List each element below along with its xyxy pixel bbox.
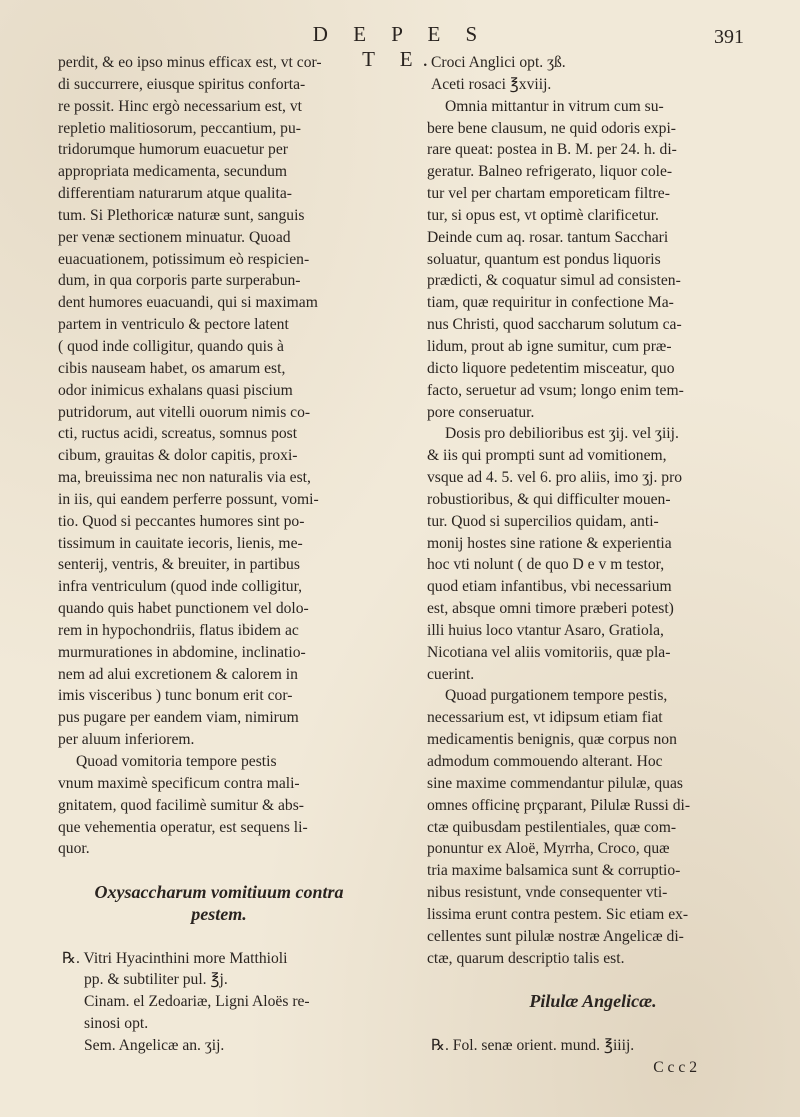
- left-text-line: nem ad alui excretionem & calorem in: [58, 665, 298, 683]
- left-text-line: gnitatem, quod facilimè sumitur & abs-: [58, 796, 304, 814]
- right-text-line: facto, seruetur ad vsum; longo enim tem-: [427, 381, 684, 399]
- right-text-line: hoc vti nolunt ( de quo D e v m testor,: [427, 556, 665, 574]
- left-text-line: appropriata medicamenta, secundum: [58, 163, 288, 181]
- right-text-line: robustioribus, & qui difficulter mouen-: [427, 490, 671, 508]
- right-text-line: ctæ quibusdam pestilentiales, quæ com-: [427, 818, 677, 836]
- right-text-line: Aceti rosaci ℥xviij.: [431, 75, 552, 93]
- left-text-line: repletio malitiosorum, peccantium, pu-: [58, 119, 301, 137]
- left-text-line: pestem.: [191, 903, 247, 924]
- left-text-line: ma, breuissima nec non naturalis via est,: [58, 469, 311, 487]
- right-text-line: lissima erunt contra pestem. Sic etiam ex-: [427, 905, 689, 923]
- left-text-line: quor.: [58, 840, 90, 858]
- left-text-line: per venæ sectionem minuatur. Quoad: [58, 228, 291, 246]
- left-text-line: imis visceribus ) tunc bonum erit cor-: [58, 687, 293, 705]
- right-text-line: [427, 969, 759, 991]
- left-text-line: infra ventriculum (quod inde colligitur,: [58, 578, 303, 596]
- right-text-line: rare queat: postea in B. M. per 24. h. di-: [427, 141, 677, 159]
- left-text-line: dent humores euacuandi, qui si maximam: [58, 294, 318, 312]
- running-head: D E P E S T E.: [312, 22, 488, 71]
- left-text-line: putridorum, aut vitelli ouorum nimis co-: [58, 403, 311, 421]
- right-text-line: Quoad purgationem tempore pestis,: [445, 687, 668, 705]
- right-text-line: tur, si opus est, vt optimè clarificetur.: [427, 206, 659, 224]
- left-text-line: Oxysaccharum vomitiuum contra: [94, 882, 344, 903]
- left-text-line: perdit, & eo ipso minus efficax est, vt cor-: [58, 54, 322, 71]
- left-text-line: [58, 860, 380, 882]
- left-text-line: tio. Quod si peccantes humores sint po-: [58, 512, 305, 530]
- left-text-line: partem in ventriculo & pectore latent: [58, 316, 289, 334]
- right-text-line: pore conseruatur.: [427, 403, 535, 421]
- right-text-line: ctæ, quarum descriptio talis est.: [427, 949, 625, 967]
- left-text-line: re possit. Hinc ergò necessarium est, vt: [58, 97, 302, 115]
- left-text-line: rem in hypochondriis, flatus ibidem ac: [58, 621, 299, 639]
- left-text-line: senterij, ventris, & breuiter, in partibus: [58, 556, 300, 574]
- right-text-line: vsque ad 4. 5. vel 6. pro aliis, imo ʒj. pro: [427, 469, 683, 487]
- left-text-line: per aluum inferiorem.: [58, 731, 195, 749]
- left-text-line: cibum, grauitas & dolor capitis, proxi-: [58, 447, 298, 465]
- left-text-line: que vehementia operatur, est sequens li-: [58, 818, 308, 836]
- left-text-line: di succurrere, eiusque spiritus conforta-: [58, 75, 306, 93]
- left-text-line: differentiam naturarum atque qualita-: [58, 185, 292, 203]
- right-text-line: Nicotiana vel aliis vomitoriis, quæ pla-: [427, 643, 671, 661]
- right-text-line: necessarium est, vt idipsum etiam fiat: [427, 709, 663, 727]
- right-text-line: & iis qui prompti sunt ad vomitionem,: [427, 447, 667, 465]
- right-text-line: Dosis pro debilioribus est ʒij. vel ʒiij.: [445, 425, 679, 443]
- right-text-line: soluatur, quantum est pondus liquoris: [427, 250, 661, 268]
- right-text-line: Omnia mittantur in vitrum cum su-: [445, 97, 664, 115]
- left-text-line: odor inimicus exhalans quasi piscium: [58, 381, 293, 399]
- left-text-line: euacuationem, potissimum eò respicien-: [58, 250, 310, 268]
- right-text-line: tur. Quod si supercilios quidam, anti-: [427, 512, 659, 530]
- right-text-line: nibus resistunt, vnde consequenter vti-: [427, 884, 668, 902]
- right-text-line: cuerint.: [427, 665, 475, 683]
- left-text-line: murmurationes in abdomine, inclinatio-: [58, 643, 306, 661]
- left-text-line: quando quis habet punctionem vel dolo-: [58, 600, 309, 618]
- left-text-line: [58, 926, 380, 948]
- left-text-line: cibis nauseam habet, os amarum est,: [58, 359, 286, 377]
- left-text-line: pus pugare per eandem viam, nimirum: [58, 709, 299, 727]
- left-text-line: pp. & subtiliter pul. ℥j.: [84, 971, 228, 989]
- left-text-line: in iis, qui eandem perferre possunt, vomi-: [58, 490, 319, 508]
- right-text-line: admodum commouendo alterant. Hoc: [427, 753, 663, 770]
- right-text-line: tur vel per chartam emporeticam filtre-: [427, 185, 670, 203]
- left-column: [58, 52, 380, 1057]
- right-text-line: quod etiam infantibus, vbi necessarium: [427, 578, 672, 596]
- left-text-line: tridorumque humorum euacuetur per: [58, 141, 288, 159]
- right-text-line: prædicti, & coquatur simul ad consisten-: [427, 272, 681, 290]
- right-text-line: ponuntur ex Aloë, Myrrha, Croco, quæ: [427, 840, 670, 858]
- right-text-line: cellentes sunt pilulæ nostræ Angelicæ di-: [427, 927, 684, 945]
- right-text-line: C c c 2: [653, 1058, 697, 1076]
- right-text-line: tiam, quæ requiritur in confectione Ma-: [427, 294, 674, 312]
- left-text-line: Sem. Angelicæ an. ʒij.: [84, 1036, 225, 1054]
- left-text-line: Quoad vomitoria tempore pestis: [76, 753, 277, 770]
- right-text-line: sine maxime commendantur pilulæ, quas: [427, 774, 683, 792]
- right-text-line: [427, 1013, 759, 1035]
- right-text-line: omnes officinę prçparant, Pilulæ Russi di-: [427, 796, 691, 814]
- left-text-line: vnum maximè specificum contra mali-: [58, 774, 300, 792]
- right-text-line: monij hostes sine ratione & experientia: [427, 534, 672, 552]
- left-text-line: ( quod inde colligitur, quando quis à: [58, 337, 284, 355]
- right-text-line: medicamentis benignis, quæ corpus non: [427, 731, 677, 749]
- right-text-line: Croci Anglici opt. ʒß.: [431, 54, 566, 71]
- right-text-line: Pilulæ Angelicæ.: [529, 991, 657, 1012]
- right-text-line: Deinde cum aq. rosar. tantum Sacchari: [427, 228, 669, 246]
- right-text-line: lidum, prout ab igne sumitur, cum præ-: [427, 337, 672, 355]
- right-text-line: bere bene clausum, ne quid odoris expi-: [427, 119, 676, 137]
- left-text-line: ℞. Vitri Hyacinthini more Matthioli: [62, 949, 288, 967]
- left-text-line: Cinam. el Zedoariæ, Ligni Aloës re-: [84, 993, 310, 1011]
- left-text-line: tum. Si Plethoricæ naturæ sunt, sanguis: [58, 206, 305, 224]
- right-text-line: tria maxime balsamica sunt & corruptio-: [427, 862, 681, 880]
- right-text-line: illi huius loco vtantur Asaro, Gratiola,: [427, 621, 664, 639]
- left-text-line: tissimum in cauitate iecoris, lienis, me-: [58, 534, 303, 552]
- right-text-line: est, absque omni timore præberi potest): [427, 600, 674, 618]
- right-column: [427, 52, 759, 1079]
- page-number: 391: [714, 26, 744, 48]
- left-text-line: cti, ructus acidi, screatus, somnus post: [58, 425, 298, 443]
- left-text-line: sinosi opt.: [84, 1015, 149, 1033]
- right-text-line: ℞. Fol. senæ orient. mund. ℥iiij.: [431, 1036, 635, 1054]
- right-text-line: nus Christi, quod saccharum solutum ca-: [427, 316, 682, 334]
- right-text-line: dicto liquore pedetentim misceatur, quo: [427, 359, 675, 377]
- right-text-line: geratur. Balneo refrigerato, liquor cole-: [427, 163, 673, 181]
- left-text-line: dum, in qua corporis parte surperabun-: [58, 272, 301, 290]
